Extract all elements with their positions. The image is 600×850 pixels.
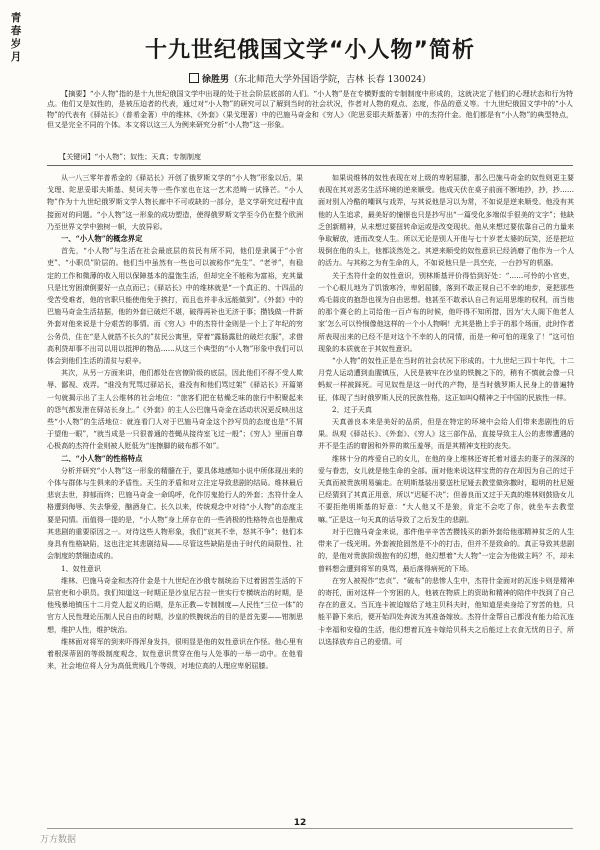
right-column bbox=[318, 172, 574, 648]
body-paragraph: 维林十分的疼爱自己的女儿，在他的身上维林还寄托着对遥去的妻子的深深的爱与眷恋，女儿就是他生命的全部。面对他来说这样宝贵的存在却因为自己的过于天真而被贵族明易骗走。在明斯基装出要送杜尼娅去教堂做弥撒时，聪明的杜尼娅已经猜到了其真正用意，所以“迟疑不决”；但善良而又过于天真的维林则鼓励女儿不要拒绝明斯基的好意：“大人他又不是狼，肯定不会吃了你，就坐车去教堂嘛。”正是这一句天真的话导致了之后发生的悲剧。 bbox=[318, 453, 574, 524]
page-number bbox=[0, 818, 600, 828]
keywords: 【关键词】“小人物”；奴性；天真；专制制度 bbox=[59, 152, 202, 161]
author-name: 徐胜男 bbox=[201, 75, 229, 85]
page-number-text: 12 bbox=[284, 818, 317, 828]
square-bullet-icon bbox=[189, 73, 199, 83]
sidebar-char: 春 bbox=[10, 25, 22, 37]
body-paragraph: 关于杰符什金的奴性意识，别林斯基评价得恰到好处：“……可怜的小官吏，一个心眼儿地为了饥饿寒冷，卑躬屈膝，落到不敢正视自己不幸的地步，竟把那些鸡毛蒜皮的抱怨也视为自由思想。他甚至不敢承认自己有运用思维的权利，而当他的那个赛仑的上司给他一百卢布的时候，他吓得不知所措，因为‘大人阁下他老人家’怎么可以怜悯像他这样的一个小人物啊！尤其是勘上手于的那个场面，此时作者所表现出来的已经不是对这个不幸的人的同情，而是一种可怕的现象了！”这可怕现象的本质就在于其奴性意识。 bbox=[318, 270, 574, 353]
body-paragraph: “小人物”的奴性正是在当时的社会状况下形成的。十九世纪三四十年代，十二月党人运动遭到血腥镇压，人民是被牢在沙皇的铁腕之下的，稍有不慎就会像一只蚂蚁一样被踩死。可见奴性是这一时代的产物，是当时俄罗斯人民身上的普遍特征，体现了当时俄罗斯人民的民族性格，这正如叫Q精神之于中国的民族性一样。 bbox=[318, 356, 574, 402]
body-paragraph: 首先，“小人物”与生活在社会最底层的贫民有所不同，他们是隶属于“小官吏”、“小职员”阶层的。他们当中虽然有一些也可以被称作“先生”、“老爷”，有稳定的工作和微薄的收入用以保障基本的温饱生活，但却完全不能称为富裕，充其量只是比穷困潦倒要好一点点而已；《驿站长》中的维林就是“一个真正的、十四品的受苦受难者，他的官职只能使他免于挨打，而且也并非永远能做到”。《外套》中的巴施马奇金生活拮据，他的外套已破烂不堪，破得再补也无济于事；攒钱做一件新外套对他来说是十分艰苦的事情。而《穷人》中的杰符什金则是一个上了年纪的穷公务员，住在“是人就搭不长久的”贫民公寓里，穿着“露肠露肚的破烂衣服”，求借高利贷却事不出司以用以抵押的物品……从这三个典型的“小人物”形象中我们可以体会到他们生活的清贫与艰辛。 bbox=[47, 246, 303, 366]
article-title: 十九世纪俄国文学“小人物”简析 bbox=[145, 38, 475, 63]
body-paragraph: 如果说维林的奴性表现在对上级的卑躬屈膝，那么巴施马奇金的奴性则更主要表现在其对恶劣生活环境的逆来顺受。他成天伏在桌子前面不断地抄，抄，抄……面对别人冷酷的嘲讽与戏弄，与其说他是习以为常，不如说是逆来顺受。他没有其他的人生追求，最美好的憧憬也只是抄写出“一篇受化多端似手很美的文字”；他缺乏创新精神，从未想过要扭转命运或是改变现状。他从来想过要依靠自己的力量来争取解放，进而改变人生。所以无论是别人开他与七十岁老太婆的玩笑，还是把垃圾倒在他的头上，他都淡然处之。其逆来顺受的奴性意识已经消磨了他作为一个人的活力。与其称之为有生命的人，不如说他只是一具空壳，一台抄写的机器。 bbox=[318, 173, 574, 268]
body-paragraph: 其次，从另一方面来讲，他们都处在官僚阶级的底层，因此他们不得不受人欺辱、鄙视、戏弄。“谁没有咒骂过驿站长，谁没有和他们骂过架”《驿站长》开篇第一句就揭示出了主人公维林的社会地位：“旅客们把在枯燥乏味的旅行中积聚起来的怨气都发泄在驿站长身上。”《外套》的主人公巴施马奇金在活动状况更反映出这些“小人物”的生活地位：就连看门人对于巴施马奇金这个抄写员的态度也是“不屑于望他一眼”，“就当成是一只很普通的苍蝇从接待室飞过一般”；《穷人》里面自尊心极高的杰符什金则被人贬低为“连擦脚的破布都不如”。 bbox=[47, 368, 303, 451]
sidebar-char: 岁 bbox=[10, 38, 22, 50]
body-paragraph: 对于巴施马奇金来说，那件他辛辛苦苦攒钱买的新外套给他那精神贫乏的人生带来了一线光明。外套被抢固然是不小的打击，但并不是致命的。真正导致其悲剧的，是他对贵族阶级抱有的幻想，他幻想着“大人物”一定会为他做主吗？不，却未曾料想会遭到将军的臭骂，最后落得病死的下场。 bbox=[318, 526, 574, 573]
body-paragraph: 在穷人被视作“忠贞”、“破布”的悲惨人生中，杰符什金面对的瓦连卡则是精神的寄托，面对这样一个穷困的人，他被在物质上的资助和精神的陪伴中找到了自己存在的意义。当瓦连卡被迫嫁给了地主贝科夫时，他知道是卖身给了穷苦的他，只能平静下来后，便开始四处奔波为其准备嫁妆。杰符什金帮自己都没有能力给瓦连卡幸福和安稳的生活，他幻想着瓦连卡嫁给贝科夫之后能过上衣食无忧的日子，所以选择放弃自己的爱情。可 bbox=[318, 575, 574, 646]
sidebar-char: 青 bbox=[10, 12, 22, 24]
abstract: 【摘要】“小人物”指的是十九世纪俄国文学中出现的处于社会阶层底部的人们。“小人物”是在专横野蛮的专制制度中形成的，这就决定了他们的心理状态和行为特点。他们又是奴性的，是被压迫者的代表，通过对“小人物”的研究可以了解到当时的社会状况，作者对人物的观点、态度，作品的意义等。十九世纪俄国文学中的“小人物”的代表有《驿站长》（普希金著）中的维林、《外套》（果戈理著）中的巴施马奇金和《穷人》（陀思妥耶夫斯基著）中的杰符什金。他们都是有“小人物”的典型特点，但又是完全不同的个体。本文将以这三人为例来研究分析“小人物”这一形象。 bbox=[47, 89, 573, 130]
section-heading: 二、“小人物”的性格特点 bbox=[61, 453, 143, 463]
journal-sidebar-label bbox=[5, 12, 27, 64]
author-affiliation: （东北师范大学外国语学院，吉林 长春 130024） bbox=[228, 75, 432, 85]
body-paragraph: 分析并研究“小人物”这一形象的精髓在于，要具体地感知小说中所体现出来的个体与群体与生俱来的矛盾性。天生的矛盾和对立注定导致悲剧的结局。维林最后悲哀去世，抑郁而终；巴施马奇金一命呜呼，化作厉鬼抢行人的外套；杰符什金人格遭到侮辱、失去挚爱，酗酒身亡。长久以来，传统观念中对待“小人物”的态度主要是同情。而值得一提的是，“小人物”身上所存在的一些消极的性格特点也是酿成其悲剧的重要原因之一。对待这些人物形象，我们“哀其不幸，怒其不争”；他们本身具有性格缺陷，这也注定其悲剧结局——尽管这些缺陷是由于时代的局限性、社会制度的禁锢造成的。 bbox=[47, 465, 303, 561]
footer-divider bbox=[47, 828, 573, 829]
left-column bbox=[47, 172, 303, 672]
body-paragraph: 维林、巴施马奇金和杰符什金是十九世纪在沙俄专制统治下过着困苦生活的下层官吏和小职员。我们知道这一时期正是沙皇尼古拉一世实行专横统治的时期，是他残暴地镇压十二月党人起义的后期，是东正教—专制制度—人民性“三位一体”的官方人民性理论压制人民自由的时期，沙皇的铁腕统治的目的是首先要——钳制思想，维护人性，维护统治。 bbox=[47, 575, 303, 634]
section-heading: 1、奴性意识 bbox=[61, 563, 101, 573]
sidebar-char: 月 bbox=[10, 51, 22, 63]
body-paragraph: 天真善良本来是美好的品质，但是在特定的环境中会给人们带来悲剧性的后果。纵观《驿站长》、《外套》、《穷人》这三部作品，直接导致主人公的悲惨遭遇的并不是生活的窘困和外界的欺压羞辱，而是其精神支柱的丧失。 bbox=[318, 417, 574, 451]
body-paragraph: 从一八三零年普希金的《驿站长》开创了俄罗斯文学的“小人物”形象以后，果戈理、陀思妥耶夫斯基、契诃夫等一些作家也在这一艺术范畴一试锋芒。“小人物”作为十九世纪俄罗斯文学人物长廊中不可或缺的一部分，是文学研究过程中直接面对的问题。“小人物”这一形象的成功塑造，使得俄罗斯文学至今仍在整个欧洲乃至世界文学中独树一帜，大放异彩。 bbox=[47, 173, 303, 231]
author-line bbox=[40, 72, 580, 85]
body-paragraph: 维林面对将军的到来吓得浑身发抖，很明显是他的奴性意识在作怪。他心里有着根深蒂固的等级制度观念，奴性意识贯穿在他与人处事的一举一动中。在他看来，社会地位将人分为高低贵贱几个等级，对地位高的人理应卑躬屈膝。 bbox=[47, 636, 303, 671]
watermark: 万方数据 bbox=[40, 835, 77, 845]
section-heading: 2、过于天真 bbox=[332, 404, 372, 414]
section-heading: 一、“小人物”的概念界定 bbox=[61, 234, 143, 244]
header-divider bbox=[47, 165, 573, 166]
